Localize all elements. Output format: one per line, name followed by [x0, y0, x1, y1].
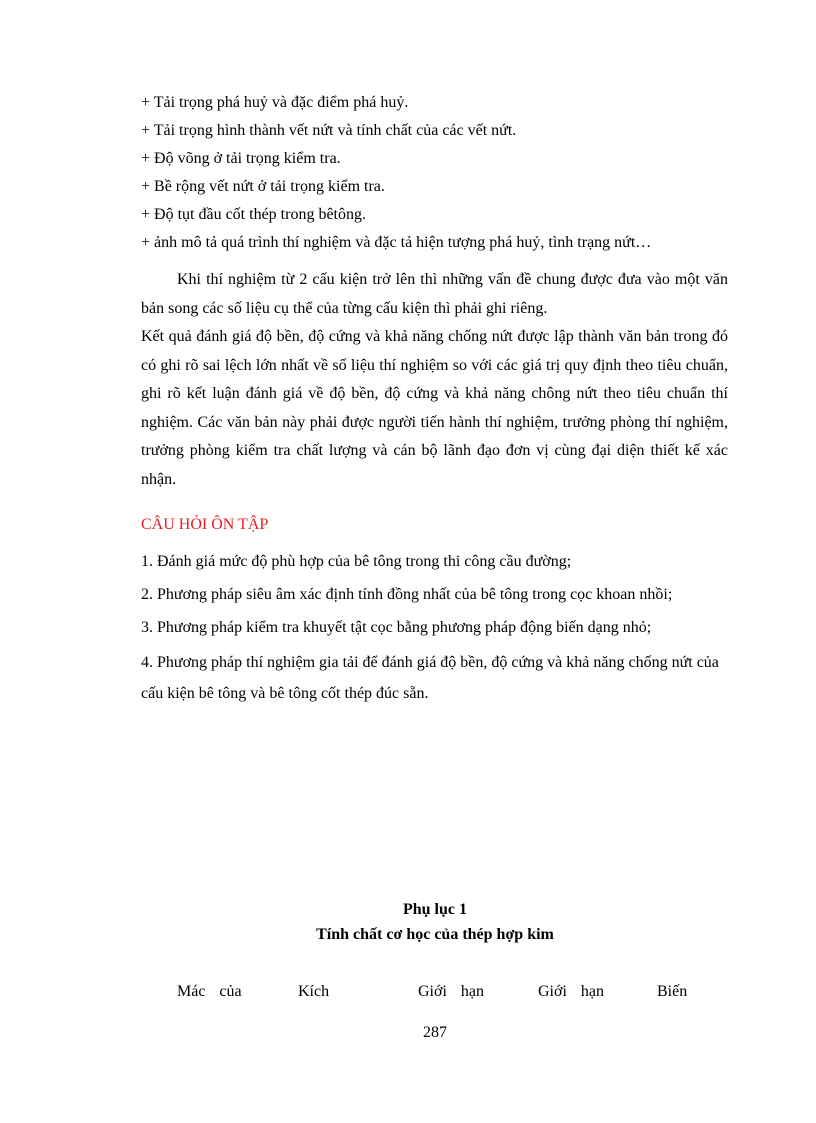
- table-column-header: Giới hạn: [538, 983, 605, 1000]
- bullet-item: + Tải trọng phá huỷ và đặc điểm phá huỷ.: [141, 94, 409, 111]
- paragraph: Kết quả đánh giá độ bền, độ cứng và khả năng chống nứt được lập thành văn bản trong đó có ghi rõ sai lệch lớn nhất về số liệu thí nghiệm so với các giá trị quy định theo tiêu chuẩn, ghi rõ kết luận đánh giá về độ bền, độ cứng và khả năng chông nứt theo tiêu chuẩn thí nghiệm. Các văn bản này phải được người tiến hành thí nghiệm, trưởng phòng thí nghiệm, trưởng phòng kiểm tra chất lượng và cán bộ lãnh đạo đơn vị cùng đại diện thiết kế xác nhận.: [141, 328, 728, 488]
- table-column-header: Mác của: [177, 983, 242, 1000]
- bullet-item: + Độ tụt đầu cốt thép trong bêtông.: [141, 206, 366, 223]
- bullet-item: + ảnh mô tả quá trình thí nghiệm và đặc tả hiện tượng phá huỷ, tình trạng nứt…: [141, 234, 652, 251]
- paragraph: Khi thí nghiệm từ 2 cấu kiện trở lên thì những vấn đề chung được đưa vào một văn bản song các số liệu cụ thể của từng cấu kiện thì phải ghi riêng.: [141, 271, 728, 317]
- appendix-title: Phụ lục 1: [402, 901, 467, 918]
- bullet-item: + Tải trọng hình thành vết nứt và tính chất của các vết nứt.: [141, 122, 517, 139]
- page-number: 287: [423, 1024, 447, 1041]
- question-item: 3. Phương pháp kiểm tra khuyết tật cọc bằng phương pháp động biến dạng nhỏ;: [141, 619, 652, 636]
- bullet-item: + Bề rộng vết nứt ở tải trọng kiểm tra.: [141, 178, 385, 195]
- table-column-header: Giới hạn: [418, 983, 485, 1000]
- question-item: 2. Phương pháp siêu âm xác định tính đồng nhất của bê tông trong cọc khoan nhồi;: [141, 586, 673, 603]
- appendix-subtitle: Tính chất cơ học của thép hợp kim: [316, 926, 554, 943]
- bullet-item: + Độ võng ở tải trọng kiểm tra.: [141, 150, 341, 167]
- question-item: 4. Phương pháp thí nghiệm gia tải để đánh giá độ bền, độ cứng và khả năng chống nứt của cấu kiện bê tông và bê tông cốt thép đúc sẵn.: [141, 654, 719, 702]
- question-item: 1. Đánh giá mức độ phù hợp của bê tông trong thi công cầu đường;: [141, 553, 572, 570]
- review-questions-heading: CÂU HỎI ÔN TẬP: [141, 516, 269, 533]
- table-column-header: Kích: [298, 983, 330, 1000]
- table-column-header: Biến: [657, 983, 688, 1000]
